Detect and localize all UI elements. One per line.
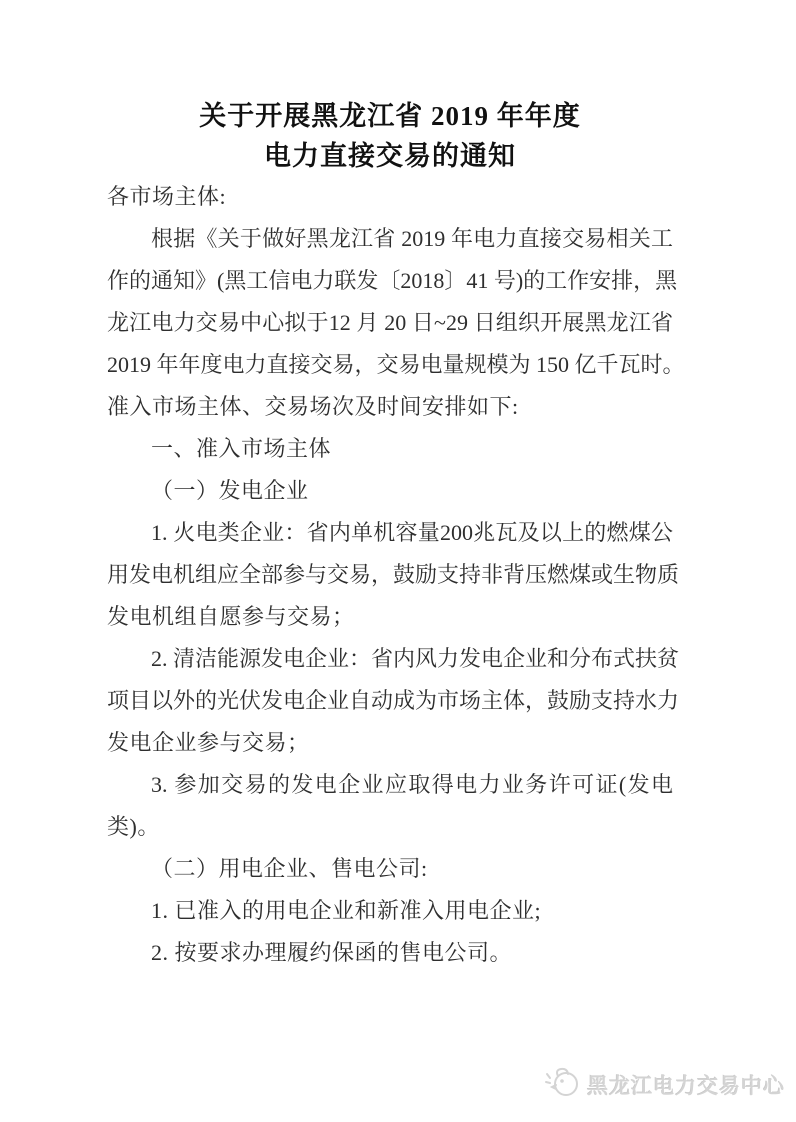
text-line: 类)。: [107, 814, 160, 839]
text-line: 用发电机组应全部参与交易，鼓励支持非背压燃煤或生物质: [107, 562, 680, 587]
salutation: 各市场主体:: [107, 184, 227, 209]
text-line: 根据《关于做好黑龙江省 2019 年电力直接交易相关工: [151, 226, 673, 251]
text-line: （一）发电企业: [151, 478, 309, 503]
document-title: [107, 96, 673, 176]
text-line: 3. 参加交易的发电企业应取得电力业务许可证(发电: [151, 772, 673, 797]
text-line: 项目以外的光伏发电企业自动成为市场主体，鼓励支持水力: [107, 688, 680, 713]
title-line-1: 关于开展黑龙江省 2019 年年度: [199, 101, 581, 131]
document-body: [107, 218, 685, 974]
title-line-2: 电力直接交易的通知: [264, 141, 516, 171]
text-line: 1. 已准入的用电企业和新准入用电企业;: [151, 898, 542, 923]
text-line: 2. 按要求办理履约保函的售电公司。: [151, 940, 513, 965]
text-line: 一、准入市场主体: [151, 436, 332, 461]
text-line: （二）用电企业、售电公司:: [151, 856, 428, 881]
text-line: 发电企业参与交易；: [107, 730, 310, 755]
text-line: 作的通知》(黑工信电力联发〔2018〕41 号)的工作安排，黑: [107, 268, 678, 293]
text-line: 准入市场主体、交易场次及时间安排如下:: [107, 394, 519, 419]
text-line: 1. 火电类企业：省内单机容量200兆瓦及以上的燃煤公: [151, 520, 673, 545]
footer-watermark: [544, 1066, 785, 1103]
mascot-logo-icon: [544, 1066, 580, 1103]
text-line: 龙江电力交易中心拟于12 月 20 日~29 日组织开展黑龙江省: [107, 310, 673, 335]
text-line: 2. 清洁能源发电企业：省内风力发电企业和分布式扶贫: [151, 646, 680, 671]
text-line: 发电机组自愿参与交易；: [107, 604, 355, 629]
footer-brand-text: 黑龙江电力交易中心: [587, 1074, 785, 1098]
text-line: 2019 年年度电力直接交易，交易电量规模为 150 亿千瓦时。: [107, 352, 685, 377]
